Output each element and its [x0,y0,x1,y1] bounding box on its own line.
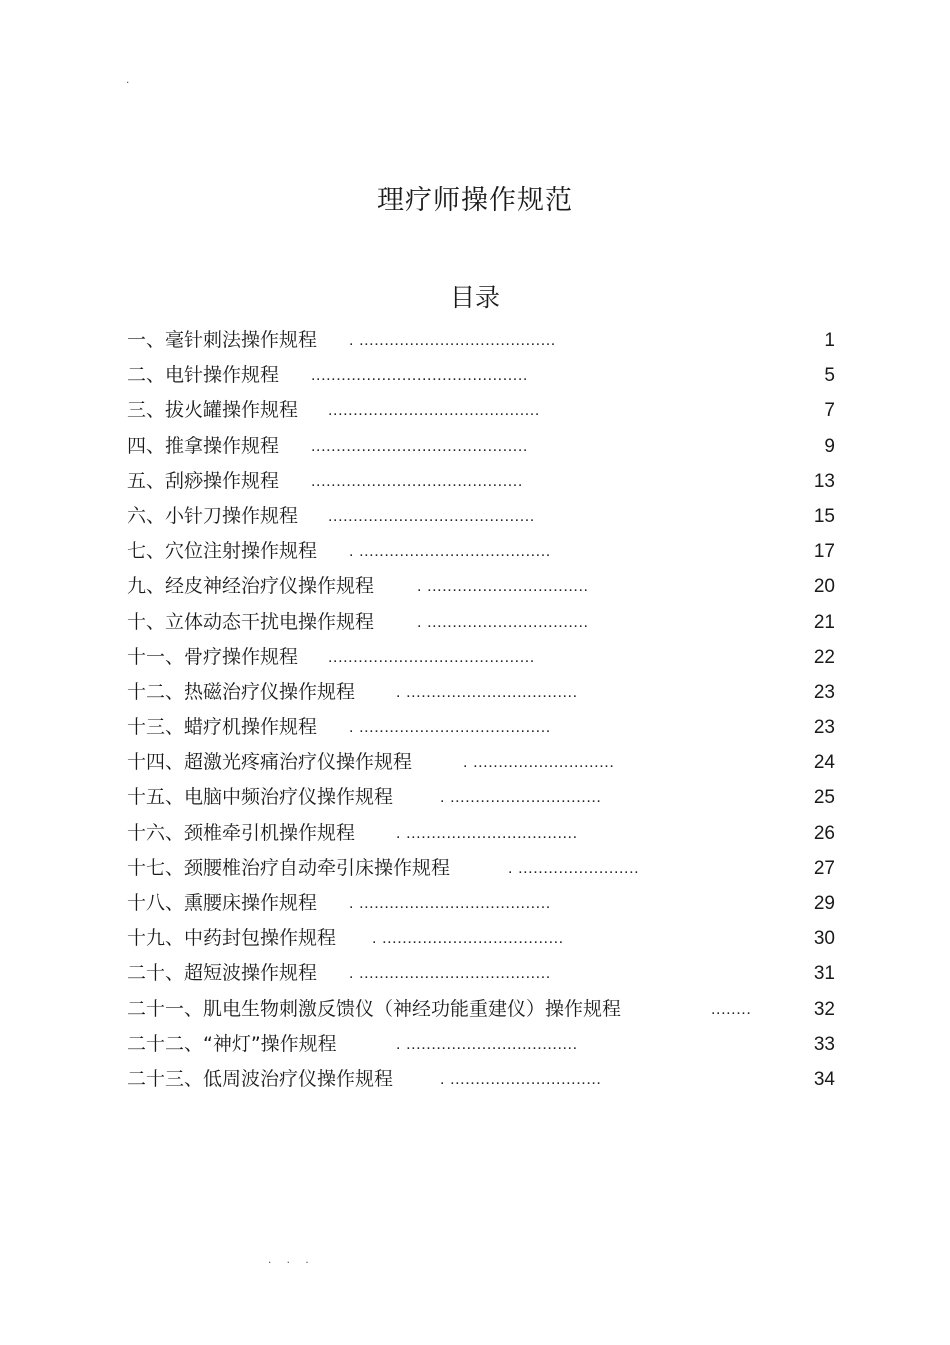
toc-entry-title: 二十、超短波操作规程 [127,962,318,985]
toc-entry-title: 二、电针操作规程 [127,364,280,387]
toc-entry[interactable] [127,780,835,815]
toc-entry[interactable] [127,851,835,886]
toc-page-number: 1 [824,330,835,351]
toc-dot-leader: . ...................................... [349,719,551,737]
toc-dot-leader: . ...................................... [349,965,551,983]
toc-entry-title: 五、刮痧操作规程 [127,469,280,492]
toc-dot-leader: . .................................... [372,930,564,948]
toc-dot-leader: ........ [711,1000,752,1018]
toc-page-number: 5 [824,365,835,387]
toc-page-number: 17 [813,541,835,563]
toc-page-number: 25 [813,787,835,809]
toc-entry-title: 十八、熏腰床操作规程 [127,892,318,914]
toc-entry-title: 九、经皮神经治疗仪操作规程 [127,575,375,598]
toc-entry-title: 十九、中药封包操作规程 [127,927,337,950]
toc-page-number: 26 [813,822,835,844]
toc-entry[interactable] [127,499,835,534]
toc-page-number: 33 [813,1033,835,1055]
toc-entry[interactable] [127,393,835,428]
toc-page-number: 32 [813,998,835,1020]
toc-dot-leader: ......................................... [328,648,535,666]
toc-dot-leader: ........................................... [311,367,528,385]
toc-dot-leader: ........................................... [311,437,528,455]
toc-page-number: 13 [813,470,835,492]
toc-entry-title: 十、立体动态干扰电操作规程 [127,610,375,633]
toc-dot-leader: . ....................................... [349,332,556,349]
toc-dot-leader: . ................................ [417,613,589,631]
toc-entry[interactable] [127,1062,835,1097]
toc-dot-leader: . .............................. [440,1070,602,1088]
toc-entry[interactable] [127,640,835,675]
toc-entry[interactable] [127,992,835,1027]
toc-page-number: 22 [813,646,835,668]
toc-dot-leader: . .................................. [396,1035,578,1053]
toc-page-number: 20 [813,576,835,598]
toc-page-number: 15 [813,505,835,527]
toc-dot-leader: .......................................... [328,402,540,420]
toc-entry-title: 十二、热磁治疗仪操作规程 [127,680,356,703]
toc-entry[interactable] [127,675,835,710]
table-of-contents [127,323,835,1097]
toc-page-number: 34 [813,1068,835,1090]
toc-dot-leader: . ............................ [463,754,615,772]
toc-entry-title: 十三、蜡疗机操作规程 [127,716,318,739]
toc-dot-leader: .......................................... [311,472,523,490]
toc-page-number: 23 [813,717,835,739]
toc-entry[interactable] [127,1027,835,1062]
toc-entry[interactable] [127,816,835,851]
toc-entry[interactable] [127,429,835,464]
toc-heading: 目录 [449,283,500,312]
toc-page-number: 7 [824,400,835,422]
document-title: 理疗师操作规范 [377,185,573,216]
toc-entry-title: 七、穴位注射操作规程 [127,540,318,563]
toc-entry[interactable] [127,956,835,991]
footer-mark: . . . [268,1252,315,1266]
toc-page-number: 29 [813,893,835,914]
toc-page-number: 9 [824,435,835,457]
toc-page-number: 27 [813,857,835,879]
toc-entry-title: 二十三、低周波治疗仪操作规程 [127,1067,394,1090]
toc-entry-title: 六、小针刀操作规程 [127,504,299,527]
toc-entry-title: 二十二、“神灯”操作规程 [127,1032,337,1055]
toc-entry[interactable] [127,745,835,780]
toc-dot-leader: . ................................ [417,578,589,596]
toc-dot-leader: . .................................. [396,824,578,842]
corner-mark: . [126,72,130,86]
toc-entry[interactable] [127,710,835,745]
toc-dot-leader: . .................................. [396,683,578,701]
toc-entry[interactable] [127,921,835,956]
toc-entry-title: 十六、颈椎牵引机操作规程 [127,821,356,844]
toc-entry-title: 十五、电脑中频治疗仪操作规程 [127,786,394,809]
toc-entry-title: 三、拔火罐操作规程 [127,399,299,422]
toc-page-number: 21 [813,611,835,633]
toc-entry[interactable] [127,358,835,393]
toc-entry[interactable] [127,605,835,640]
toc-entry-title: 一、毫针刺法操作规程 [127,329,318,351]
toc-entry-title: 四、推拿操作规程 [127,434,280,457]
toc-entry-title: 十四、超激光疼痛治疗仪操作规程 [127,751,413,774]
toc-entry[interactable] [127,534,835,569]
toc-entry[interactable] [127,569,835,604]
toc-entry[interactable] [127,886,835,921]
toc-entry[interactable] [127,464,835,499]
toc-entry-title: 二十一、肌电生物刺激反馈仪（神经功能重建仪）操作规程 [127,997,622,1020]
toc-dot-leader: . ...................................... [349,895,551,912]
toc-dot-leader: . ........................ [508,859,640,877]
toc-page-number: 31 [813,963,835,985]
toc-entry-title: 十一、骨疗操作规程 [127,645,299,668]
toc-entry-title: 十七、颈腰椎治疗自动牵引床操作规程 [127,856,451,879]
toc-page-number: 23 [813,681,835,703]
toc-entry[interactable] [127,323,835,358]
toc-page-number: 30 [813,928,835,950]
toc-dot-leader: . .............................. [440,789,602,807]
toc-dot-leader: ......................................... [328,507,535,525]
toc-page-number: 24 [813,752,835,774]
toc-dot-leader: . ...................................... [349,543,551,561]
